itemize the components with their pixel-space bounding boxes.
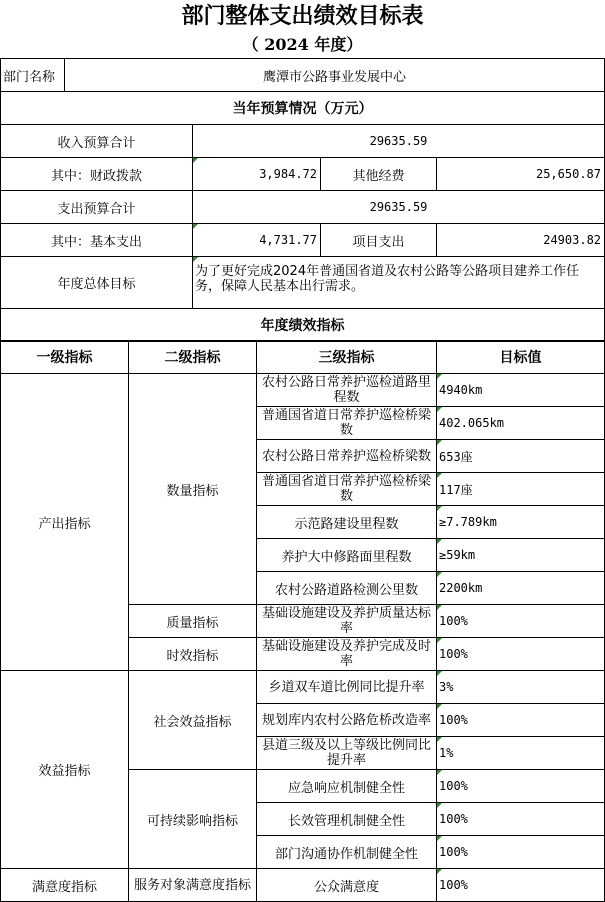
indicator-name: 示范路建设里程数 (257, 506, 437, 539)
indicator-value: 100% (437, 836, 605, 869)
expense-total-value: 29635.59 (193, 191, 605, 224)
project-expense-value: 24903.82 (437, 224, 605, 257)
header-level3: 三级指标 (257, 341, 437, 374)
level2-social-benefit: 社会效益指标 (129, 671, 257, 770)
header-level2: 二级指标 (129, 341, 257, 374)
level2-timeliness: 时效指标 (129, 638, 257, 671)
indicator-value: 100% (437, 605, 605, 638)
indicator-value: 117座 (437, 473, 605, 506)
expense-total-label: 支出预算合计 (1, 191, 193, 224)
indicator-name: 农村公路日常养护巡检桥梁数 (257, 440, 437, 473)
indicator-name: 养护大中修路面里程数 (257, 539, 437, 572)
level1-output: 产出指标 (1, 374, 129, 671)
level2-service-satisfaction: 服务对象满意度指标 (129, 869, 257, 902)
indicator-value: 100% (437, 869, 605, 902)
other-funds-value: 25,650.87 (437, 158, 605, 191)
indicator-value: 402.065km (437, 407, 605, 440)
fiscal-label: 其中：财政拨款 (1, 158, 193, 191)
performance-section-header: 年度绩效指标 (1, 309, 605, 342)
indicator-value: 4940km (437, 374, 605, 407)
indicator-value: 1% (437, 737, 605, 770)
indicator-name: 普通国省道日常养护巡检桥梁数 (257, 473, 437, 506)
budget-section-header: 当年预算情况（万元） (1, 92, 605, 125)
dept-value: 鹰潭市公路事业发展中心 (65, 59, 605, 92)
indicator-value: ≥59km (437, 539, 605, 572)
indicator-value: 3% (437, 671, 605, 704)
indicator-name: 基础设施建设及养护质量达标率 (257, 605, 437, 638)
level2-quality: 质量指标 (129, 605, 257, 638)
level1-benefit: 效益指标 (1, 671, 129, 869)
header-target: 目标值 (437, 341, 605, 374)
basic-expense-label: 其中：基本支出 (1, 224, 193, 257)
indicator-name: 规划库内农村公路危桥改造率 (257, 704, 437, 737)
sheet-title: 部门整体支出绩效目标表 (181, 3, 424, 29)
indicator-name: 基础设施建设及养护完成及时率 (257, 638, 437, 671)
indicator-value: 100% (437, 704, 605, 737)
annual-goal-text: 为了更好完成2024年普通国省道及农村公路等公路项目建养工作任务，保障人民基本出行需求。 (193, 257, 605, 309)
sheet-year: （ 2024 年度） (242, 35, 363, 54)
performance-table (0, 340, 605, 902)
indicator-value: 100% (437, 770, 605, 803)
indicator-value: 2200km (437, 572, 605, 605)
indicator-value: 100% (437, 638, 605, 671)
project-expense-label: 项目支出 (321, 224, 437, 257)
income-total-value: 29635.59 (193, 125, 605, 158)
indicator-value: ≥7.789km (437, 506, 605, 539)
indicator-name: 县道三级及以上等级比例同比提升率 (257, 737, 437, 770)
level2-quantity: 数量指标 (129, 374, 257, 605)
other-funds-label: 其他经费 (321, 158, 437, 191)
income-total-label: 收入预算合计 (1, 125, 193, 158)
indicator-name: 乡道双车道比例同比提升率 (257, 671, 437, 704)
basic-expense-value: 4,731.77 (193, 224, 321, 257)
level2-sustainability: 可持续影响指标 (129, 770, 257, 869)
indicator-value: 653座 (437, 440, 605, 473)
annual-goal-label: 年度总体目标 (1, 257, 193, 309)
dept-label: 部门名称 (1, 59, 65, 92)
indicator-name: 应急响应机制健全性 (257, 770, 437, 803)
budget-table (0, 58, 605, 342)
indicator-name: 部门沟通协作机制健全性 (257, 836, 437, 869)
indicator-name: 普通国省道日常养护巡检桥梁数 (257, 407, 437, 440)
indicator-name: 长效管理机制健全性 (257, 803, 437, 836)
level1-satisfaction: 满意度指标 (1, 869, 129, 902)
fiscal-value: 3,984.72 (193, 158, 321, 191)
indicator-name: 农村公路日常养护巡检道路里程数 (257, 374, 437, 407)
indicator-name: 农村公路道路检测公里数 (257, 572, 437, 605)
indicator-value: 100% (437, 803, 605, 836)
indicator-name: 公众满意度 (257, 869, 437, 902)
header-level1: 一级指标 (1, 341, 129, 374)
